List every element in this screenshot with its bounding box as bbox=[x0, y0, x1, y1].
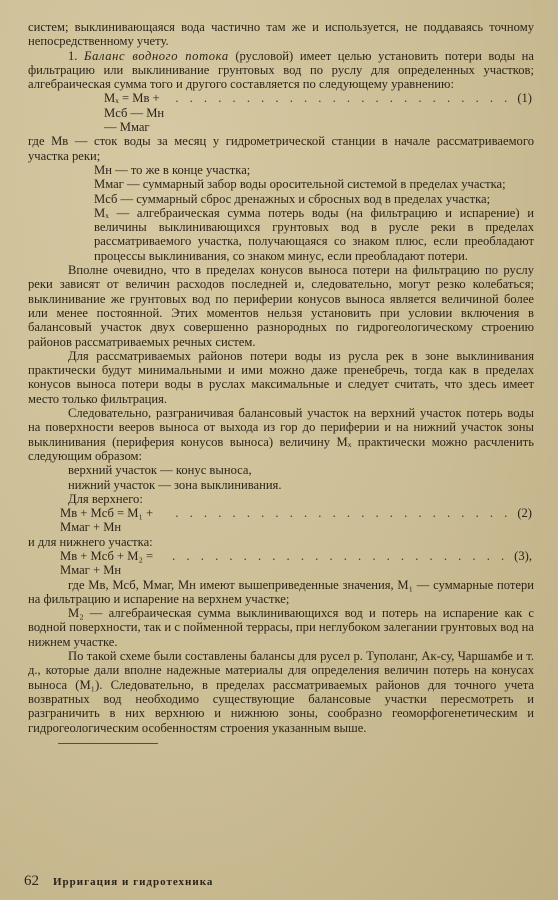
equation-1-number: (1) bbox=[517, 91, 532, 106]
section-body: (русловой) имеет целью установить потери воды на фильтрацию или выклинивание грунтовых вод по руслу для определенных участков; алгебраическая сумма того и другого составляется по следующему уравнению: bbox=[28, 48, 534, 92]
definition-msb: Mсб — суммарный сброс дренажных и сбросных вод в пределах участка; bbox=[94, 191, 491, 206]
section-1-paragraph bbox=[28, 49, 534, 92]
equation-leader-dots: . . . . . . . . . . . . . . . . . . . . . . . . bbox=[172, 548, 509, 563]
equation-2 bbox=[28, 506, 534, 535]
definition-mmag: Mмаг — суммарный забор воды оросительной системой в пределах участка; bbox=[94, 177, 506, 192]
page-number: 62 bbox=[24, 873, 39, 889]
paragraph-2: Вполне очевидно, что в пределах конусов выноса потери на фильтрацию по руслу реки зависят от величин расходов последней и, следовательно, могут резко колебаться; выклинивание же грунтовых вод по периферии конусов выноса является величиной более или менее постоянной. Этих моментов нельзя установить при условии включения в балансовый участок двух совершенно разнородных по гидрогеологическому строению районов рассматриваемых речных систем. bbox=[28, 263, 534, 349]
equation-1-formula: Mₓ = Mв + Mсб — Mн — Mмаг bbox=[104, 91, 165, 135]
for-lower-label: и для нижнего участка: bbox=[28, 534, 153, 549]
equation-leader-dots: . . . . . . . . . . . . . . . . . . . . . . . . bbox=[175, 91, 512, 106]
end-rule bbox=[58, 743, 158, 744]
definition-mx: Mₓ — алгебраическая сумма потерь воды (на фильтрацию и испарение) и величины выклинивающихся грунтовых вод в русле реки в пределах рассматриваемого участка, получающаяся со знаком плюс, если преобладают процессы выклинивания, со знаком минус, если преобладают потери. bbox=[94, 205, 534, 263]
paragraph-7: По такой схеме были составлены балансы для русел р. Туполанг, Ак-су, Чаршамбе и т. д., которые дали вполне надежные материалы для определения величин потерь на конусах выноса (M₁). Следовательно, в пределах рассматриваемых районов для точного учета возвратных вод необходимо существующие балансовые участки пересмотреть и разграничить в них верхнюю и нижнюю зоны, сообразно геоморфогенетическим и гидрогеологическим особенностям строения указанным выше. bbox=[28, 649, 534, 735]
equation-3-formula: Mв + Mсб + M₂ = Mмаг + Mн bbox=[60, 548, 154, 578]
for-upper-label: Для верхнего: bbox=[68, 491, 143, 506]
equation-2-number: (2) bbox=[517, 506, 532, 521]
page-footer bbox=[24, 873, 534, 890]
journal-title: Ирригация и гидротехника bbox=[53, 876, 214, 888]
definition-intro: где Mв — сток воды за месяц у гидрометрической станции в начале рассматриваемого участка реки; bbox=[28, 134, 534, 163]
equation-leader-dots: . . . . . . . . . . . . . . . . . . . . . . . . bbox=[175, 506, 512, 521]
equation-2-formula: Mв + Mсб = M₁ + Mмаг + Mн bbox=[60, 506, 154, 535]
paragraph-6: M₂ — алгебраическая сумма выклинивающихся вод и потерь на испарение как с водной поверхности, так и с пойменной террасы, при неглубоком залегании грунтовых вод на нижнем участке. bbox=[28, 606, 534, 649]
section-number: 1. bbox=[68, 48, 78, 63]
body-text bbox=[28, 20, 534, 744]
equation-1 bbox=[28, 91, 534, 134]
paragraph-4: Следовательно, разграничивая балансовый участок на верхний участок потерь воды на поверхности вееров выноса от выхода из гор до периферии и на нижний участок зоны выклинивания (периферия конусов выноса) величину Mₓ практически можно расчленить следующим образом: bbox=[28, 406, 534, 463]
lower-section-line: нижний участок — зона выклинивания. bbox=[68, 477, 282, 492]
definition-mn: Mн — то же в конце участка; bbox=[94, 162, 251, 177]
section-title: Баланс водного потока bbox=[84, 48, 229, 63]
upper-section-line: верхний участок — конус выноса, bbox=[68, 463, 252, 478]
paragraph-3: Для рассматриваемых районов потери воды из русла рек в зоне выклинивания практически будут минимальными и ими можно даже пренебречь, тогда как в пределах конусов выноса потери воды в руслах максимальные и следует считать, что здесь имеет место только фильтрация. bbox=[28, 348, 534, 406]
equation-3 bbox=[28, 549, 534, 578]
paragraph-continued: систем; выклинивающаяся вода частично там же и используется, не поддаваясь точному непосредственному учету. bbox=[28, 20, 534, 49]
paragraph-5: где Mв, Mсб, Mмаг, Mн имеют вышеприведенные значения, M₁ — суммарные потери на фильтрацию и испарение на верхнем участке; bbox=[28, 577, 534, 606]
equation-3-number: (3), bbox=[514, 548, 532, 563]
